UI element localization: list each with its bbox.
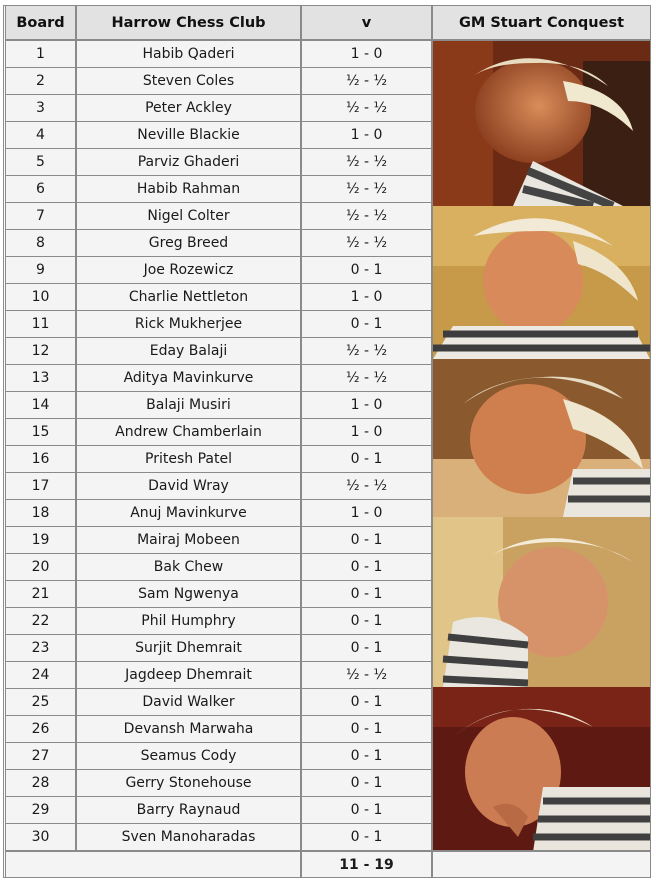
- board-number: 19: [5, 526, 76, 554]
- player-name: Steven Coles: [76, 67, 301, 95]
- player-name: Peter Ackley: [76, 94, 301, 122]
- player-name: Andrew Chamberlain: [76, 418, 301, 446]
- player-name: Bak Chew: [76, 553, 301, 581]
- result: 0 - 1: [301, 796, 432, 824]
- player-name: Gerry Stonehouse: [76, 769, 301, 797]
- result: ½ - ½: [301, 229, 432, 257]
- player-name: Habib Qaderi: [76, 40, 301, 68]
- player-name: Joe Rozewicz: [76, 256, 301, 284]
- result: 1 - 0: [301, 499, 432, 527]
- board-number: 21: [5, 580, 76, 608]
- board-number: 28: [5, 769, 76, 797]
- player-name: Seamus Cody: [76, 742, 301, 770]
- result: 0 - 1: [301, 688, 432, 716]
- result: 0 - 1: [301, 634, 432, 662]
- player-name: Eday Balaji: [76, 337, 301, 365]
- result: 0 - 1: [301, 823, 432, 851]
- board-number: 5: [5, 148, 76, 176]
- board-number: 14: [5, 391, 76, 419]
- result: ½ - ½: [301, 175, 432, 203]
- player-name: Pritesh Patel: [76, 445, 301, 473]
- result: 1 - 0: [301, 121, 432, 149]
- result: 0 - 1: [301, 742, 432, 770]
- board-number: 3: [5, 94, 76, 122]
- board-number: 18: [5, 499, 76, 527]
- player-name: David Walker: [76, 688, 301, 716]
- board-number: 22: [5, 607, 76, 635]
- result: ½ - ½: [301, 94, 432, 122]
- result: 0 - 1: [301, 310, 432, 338]
- result: 1 - 0: [301, 391, 432, 419]
- result: ½ - ½: [301, 148, 432, 176]
- opponent-photos: [432, 40, 651, 851]
- result: ½ - ½: [301, 202, 432, 230]
- result: 0 - 1: [301, 445, 432, 473]
- board-number: 24: [5, 661, 76, 689]
- opponent-photo-1: [433, 41, 650, 206]
- board-number: 9: [5, 256, 76, 284]
- result: 1 - 0: [301, 418, 432, 446]
- player-name: Mairaj Mobeen: [76, 526, 301, 554]
- board-number: 8: [5, 229, 76, 257]
- board-number: 4: [5, 121, 76, 149]
- result: 0 - 1: [301, 553, 432, 581]
- player-name: Aditya Mavinkurve: [76, 364, 301, 392]
- player-name: Phil Humphry: [76, 607, 301, 635]
- total-score: 11 - 19: [301, 851, 432, 878]
- result: 0 - 1: [301, 607, 432, 635]
- opponent-photo-4: [433, 517, 650, 687]
- result: ½ - ½: [301, 472, 432, 500]
- player-name: Parviz Ghaderi: [76, 148, 301, 176]
- player-name: Greg Breed: [76, 229, 301, 257]
- board-number: 12: [5, 337, 76, 365]
- player-name: Balaji Musiri: [76, 391, 301, 419]
- result: ½ - ½: [301, 661, 432, 689]
- player-name: Neville Blackie: [76, 121, 301, 149]
- board-number: 17: [5, 472, 76, 500]
- footer-empty: [5, 851, 301, 878]
- board-number: 23: [5, 634, 76, 662]
- opponent-photo-5: [433, 687, 650, 851]
- header-versus: v: [301, 5, 432, 40]
- result: 0 - 1: [301, 580, 432, 608]
- board-number: 20: [5, 553, 76, 581]
- board-number: 29: [5, 796, 76, 824]
- board-number: 6: [5, 175, 76, 203]
- board-number: 7: [5, 202, 76, 230]
- board-number: 30: [5, 823, 76, 851]
- header-opponent: GM Stuart Conquest: [432, 5, 651, 40]
- result: 1 - 0: [301, 283, 432, 311]
- result: 0 - 1: [301, 526, 432, 554]
- result: 1 - 0: [301, 40, 432, 68]
- player-name: Nigel Colter: [76, 202, 301, 230]
- player-name: Anuj Mavinkurve: [76, 499, 301, 527]
- header-club: Harrow Chess Club: [76, 5, 301, 40]
- player-name: Habib Rahman: [76, 175, 301, 203]
- opponent-photo-3: [433, 359, 650, 517]
- result: ½ - ½: [301, 67, 432, 95]
- board-number: 2: [5, 67, 76, 95]
- player-name: Barry Raynaud: [76, 796, 301, 824]
- player-name: David Wray: [76, 472, 301, 500]
- player-name: Devansh Marwaha: [76, 715, 301, 743]
- player-name: Charlie Nettleton: [76, 283, 301, 311]
- footer-empty-right: [432, 851, 651, 878]
- board-number: 26: [5, 715, 76, 743]
- result: ½ - ½: [301, 364, 432, 392]
- board-number: 1: [5, 40, 76, 68]
- player-name: Sven Manoharadas: [76, 823, 301, 851]
- board-number: 11: [5, 310, 76, 338]
- header-board: Board: [5, 5, 76, 40]
- board-number: 10: [5, 283, 76, 311]
- opponent-photo-2: [433, 206, 650, 359]
- board-number: 27: [5, 742, 76, 770]
- player-name: Sam Ngwenya: [76, 580, 301, 608]
- player-name: Surjit Dhemrait: [76, 634, 301, 662]
- result: 0 - 1: [301, 715, 432, 743]
- board-number: 13: [5, 364, 76, 392]
- board-number: 25: [5, 688, 76, 716]
- result: ½ - ½: [301, 337, 432, 365]
- result: 0 - 1: [301, 256, 432, 284]
- board-number: 16: [5, 445, 76, 473]
- board-number: 15: [5, 418, 76, 446]
- result: 0 - 1: [301, 769, 432, 797]
- player-name: Jagdeep Dhemrait: [76, 661, 301, 689]
- player-name: Rick Mukherjee: [76, 310, 301, 338]
